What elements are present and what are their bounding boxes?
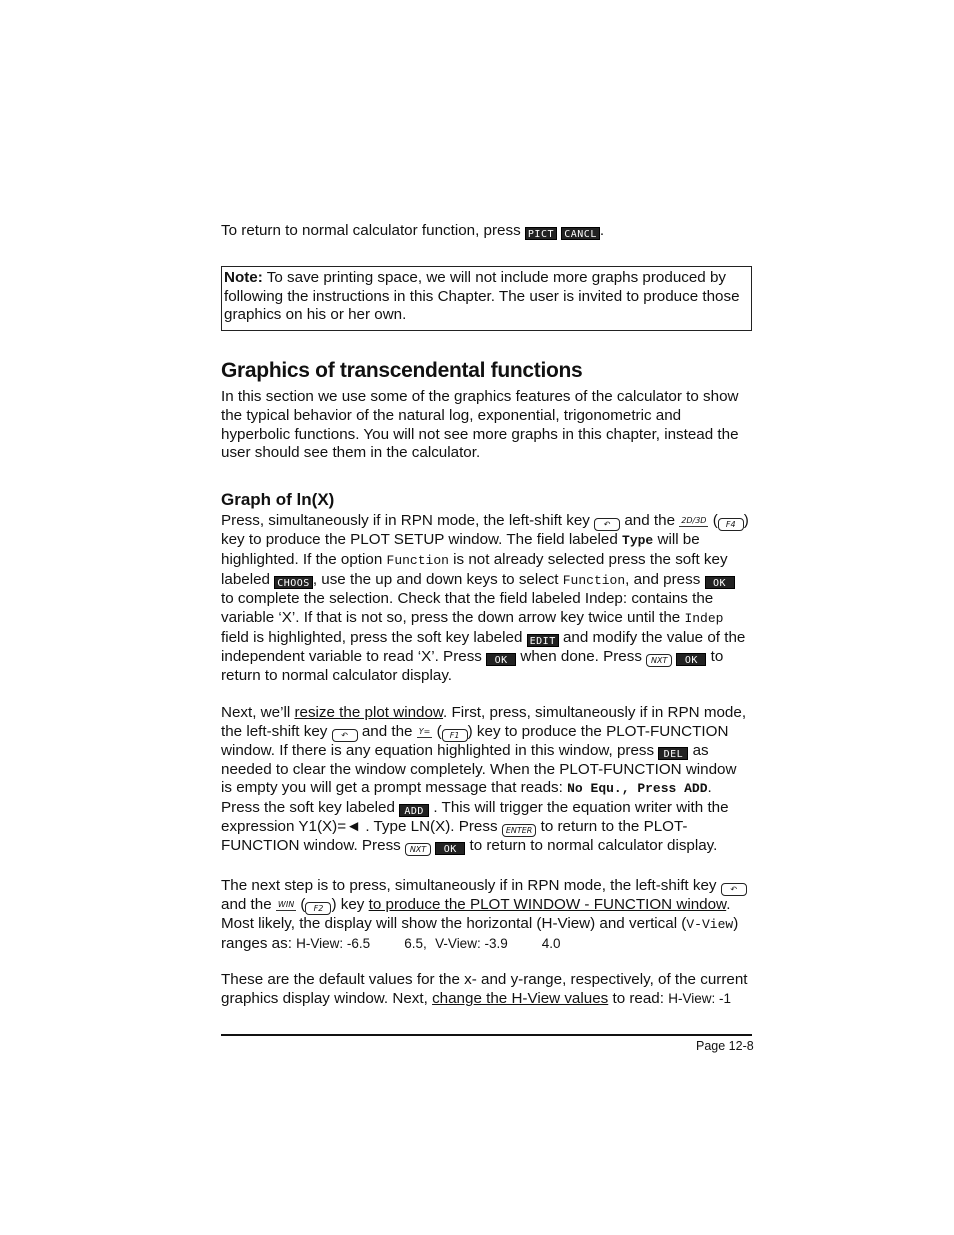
hview-range: H-View: -6.5 xyxy=(296,935,371,951)
ok-softkey: OK xyxy=(705,576,735,589)
y-equals-key-legend: Y= xyxy=(418,726,431,736)
field-indep: Indep xyxy=(684,611,724,627)
vview-label: V-View xyxy=(686,917,734,932)
cancl-softkey: CANCL xyxy=(561,227,600,240)
intro-paragraph xyxy=(221,222,604,241)
note-box xyxy=(221,266,752,331)
paragraph-plot-window: The next step is to press, simultaneously if in RPN mode, the left-shift key ↶ and the WIN ( F2 ) key to produce the PLOT WINDOW - FUNCTION window. Most likely, the display will show the horizontal (H-View) and vertical (V-View) ranges as: H-View: -6.5 6.5, V-View: -3.9 4.0 xyxy=(221,877,751,954)
win-key-legend: WIN xyxy=(277,900,295,909)
f4-key-icon: F4 xyxy=(718,518,744,531)
note-paragraph xyxy=(224,269,749,325)
del-softkey: DEL xyxy=(658,747,688,760)
section-title: Graphics of transcendental functions xyxy=(221,359,583,382)
ok-softkey: OK xyxy=(676,653,706,666)
vview-max: 4.0 xyxy=(541,935,561,951)
f2-key-icon: F2 xyxy=(305,902,331,915)
intro-text: To return to normal calculator function, press xyxy=(221,222,521,239)
add-softkey: ADD xyxy=(399,804,429,817)
footer-rule xyxy=(221,1034,752,1036)
2d3d-key-legend: 2D/3D xyxy=(681,516,707,525)
hview-new-value: H-View: -1 xyxy=(668,990,731,1006)
option-function: Function xyxy=(386,552,449,568)
enter-key-icon: ENTER xyxy=(502,824,537,837)
paragraph-plot-setup: Press, simultaneously if in RPN mode, the left-shift key ↶ and the 2D/3D ( F4 ) key to produce the PLOT SETUP window. The field labeled Type will be highlighted. If the option Function is not already selected press the soft key labeled CHOOS , use the up and down keys to select Function, and press OK to complete the selection. Check that the field labeled Indep: contains the variable ‘X’. If that is not so, press the down arrow key twice until the Indep field is highlighted, press the soft key labeled EDIT and modify the value of the independent variable to read ‘X’. Press OK when done. Press NXT OK to return to normal calculator display. xyxy=(221,512,749,684)
choos-softkey: CHOOS xyxy=(274,576,313,589)
option-function-2: Function xyxy=(562,572,626,588)
left-shift-key-icon: ↶ xyxy=(721,883,747,896)
field-type: Type xyxy=(622,533,654,548)
link-plot-window-function: to produce the PLOT WINDOW - FUNCTION window xyxy=(368,896,727,913)
left-shift-key-icon: ↶ xyxy=(594,518,620,531)
hview-max: 6.5, xyxy=(404,935,427,951)
f1-key-icon: F1 xyxy=(442,729,468,742)
intro-period: . xyxy=(599,222,605,239)
note-text: To save printing space, we will not include more graphs produced by following the instructions in this Chapter. The user is invited to produce those graphics on his or her own. xyxy=(224,269,740,323)
link-change-hview: change the H-View values xyxy=(432,989,609,1007)
ok-softkey: OK xyxy=(486,653,516,666)
nxt-key-icon: NXT xyxy=(405,843,431,856)
nxt-key-icon: NXT xyxy=(646,654,672,667)
page-number: Page 12-8 xyxy=(696,1039,754,1053)
left-shift-key-icon: ↶ xyxy=(332,729,358,742)
pict-softkey: PICT xyxy=(525,227,557,240)
section-paragraph: In this section we use some of the graphics features of the calculator to show the typical behavior of the natural log, exponential, trigonometric and hyperbolic functions. You will not see more graphs in this chapter, instead the user should see them in the calculator. xyxy=(221,388,739,462)
paragraph-default-values: These are the default values for the x- and y-range, respectively, of the current graphics display window. Next, change the H-View values to read: H-View: -1 xyxy=(221,971,748,1007)
ok-softkey: OK xyxy=(435,842,465,855)
vview-range: V-View: -3.9 xyxy=(435,935,508,951)
subsection-title: Graph of ln(X) xyxy=(221,490,335,509)
link-resize-plot-window: resize the plot window xyxy=(294,704,444,721)
prompt-message: No Equ., Press ADD xyxy=(567,781,708,797)
paragraph-plot-function: Next, we’ll resize the plot window. First, press, simultaneously if in RPN mode, the left-shift key ↶ and the Y= ( F1 ) key to produce the PLOT-FUNCTION window. If there is any equation highlighted in this window, press DEL as needed to clear the window completely. When the PLOT-FUNCTION window is empty you will get a prompt message that reads: No Equ., Press ADD. Press the soft key labeled ADD . This will trigger the equation writer with the expression Y1(X)=◄ . Type LN(X). Press ENTER to return to the PLOT-FUNCTION window. Press NXT OK to return to normal calculator display. xyxy=(221,704,747,855)
note-label: Note: xyxy=(224,269,263,286)
edit-softkey: EDIT xyxy=(527,634,559,647)
